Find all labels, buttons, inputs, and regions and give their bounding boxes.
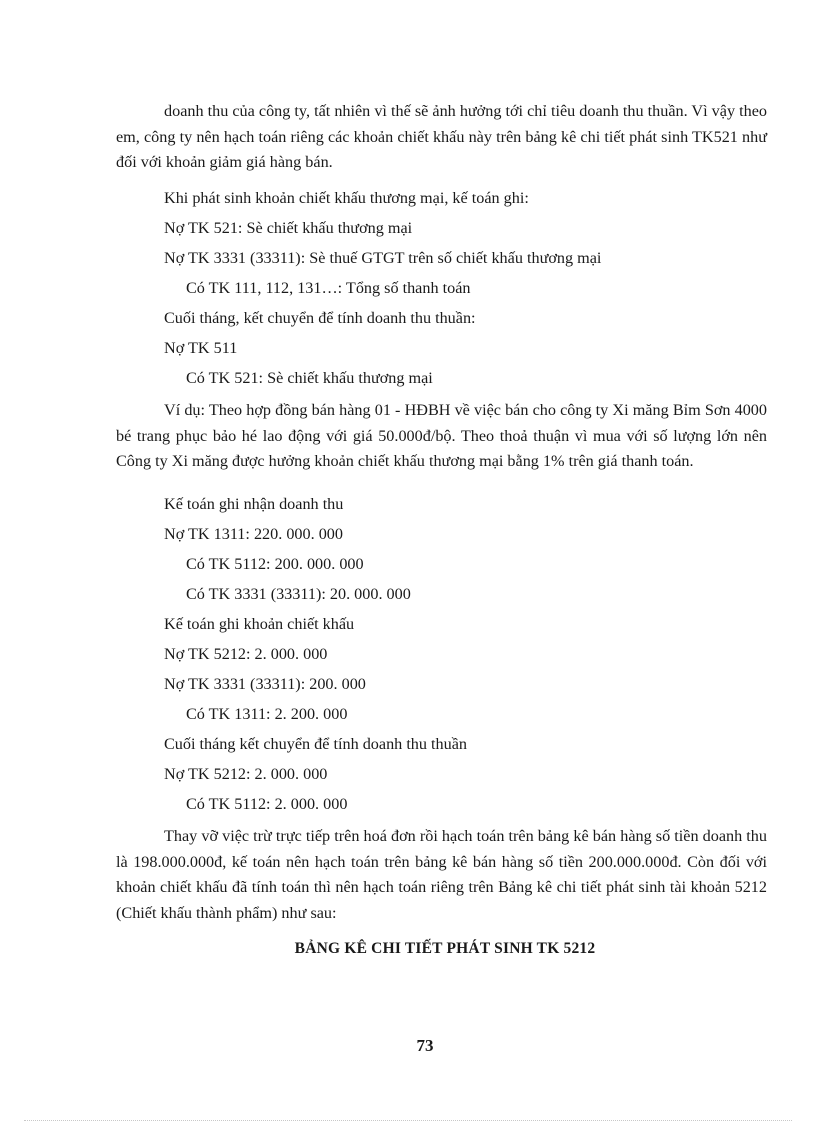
line-credit-521: Có TK 521: Sè chiết khấu thương mại (186, 369, 433, 387)
paragraph-example-text: Ví dụ: Theo hợp đồng bán hàng 01 - HĐBH về việc bán cho công ty Xi măng Bỉm Sơn 4000 bé trang phục bảo hé lao động với giá 50.000đ/bộ. Theo thoả thuận vì mua với số lượng lớn nên Công ty Xi măng được hưởng khoản chiết khấu thương mại bằng 1% trên giá thanh toán. (116, 401, 767, 470)
line-record-revenue: Kế toán ghi nhận doanh thu (164, 495, 344, 513)
line-debit-3331: Nợ TK 3331 (33311): Sè thuế GTGT trên số chiết khấu thương mại (164, 249, 602, 267)
line-record-discount: Kế toán ghi khoản chiết khấu (164, 615, 355, 633)
paragraph-final (116, 824, 767, 926)
line-debit-3331-b: Nợ TK 3331 (33311): 200. 000 (164, 675, 366, 693)
line-discount-intro: Khi phát sinh khoản chiết khấu thương mại, kế toán ghi: (164, 189, 529, 207)
line-debit-521: Nợ TK 521: Sè chiết khấu thương mại (164, 219, 413, 237)
page-number: 73 (416, 1036, 434, 1055)
line-credit-3331: Có TK 3331 (33311): 20. 000. 000 (186, 585, 411, 603)
paragraph-intro (116, 99, 767, 176)
line-credit-1311: Có TK 1311: 2. 200. 000 (186, 705, 348, 723)
section-title: BẢNG KÊ CHI TIẾT PHÁT SINH TK 5212 (294, 940, 596, 957)
line-debit-511: Nợ TK 511 (164, 339, 238, 357)
line-debit-1311: Nợ TK 1311: 220. 000. 000 (164, 525, 343, 543)
line-month-end-b: Cuối tháng kết chuyển để tính doanh thu thuần (164, 735, 468, 753)
line-credit-5112-b: Có TK 5112: 2. 000. 000 (186, 795, 348, 813)
line-debit-5212-b: Nợ TK 5212: 2. 000. 000 (164, 765, 328, 783)
paragraph-intro-text: doanh thu của công ty, tất nhiên vì thế sẽ ảnh hưởng tới chỉ tiêu doanh thu thuần. Vì vậy theo em, công ty nên hạch toán riêng các khoản chiết khấu này trên bảng kê chi tiết phát sinh TK521 như đối với khoản giảm giá hàng bán. (116, 102, 767, 171)
line-debit-5212: Nợ TK 5212: 2. 000. 000 (164, 645, 328, 663)
paragraph-example (116, 398, 767, 475)
line-month-end: Cuối tháng, kết chuyển để tính doanh thu thuần: (164, 309, 476, 327)
page-bottom-divider (24, 1120, 792, 1121)
paragraph-final-text: Thay vỡ việc trừ trực tiếp trên hoá đơn rồi hạch toán trên bảng kê bán hàng số tiền doanh thu là 198.000.000đ, kế toán nên hạch toán trên bảng kê bán hàng số tiền 200.000.000đ. Còn đối với khoản chiết khấu đã tính toán thì nên hạch toán riêng trên Bảng kê chi tiết phát sinh tài khoản 5212 (Chiết khấu thành phẩm) như sau: (116, 827, 767, 922)
line-credit-111: Có TK 111, 112, 131…: Tổng số thanh toán (186, 279, 471, 297)
line-credit-5112: Có TK 5112: 200. 000. 000 (186, 555, 364, 573)
